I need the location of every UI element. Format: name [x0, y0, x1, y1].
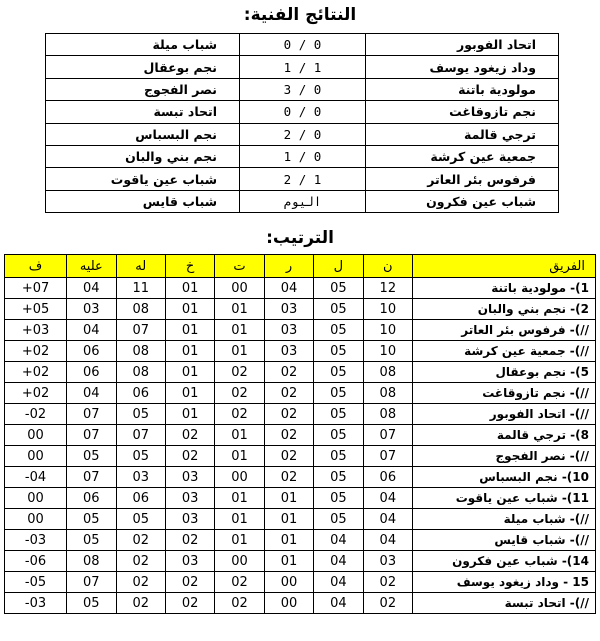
result-row	[46, 190, 559, 212]
standings-team-cell: //)- اتحاد الفوبور	[413, 404, 596, 425]
standings-team-cell: //)- اتحاد تبسة	[413, 593, 596, 614]
standings-won-cell: 02	[264, 362, 313, 383]
standings-played-cell: 04	[314, 593, 363, 614]
standings-row	[5, 278, 596, 299]
home-team-cell: وداد زيغود يوسف	[366, 56, 559, 78]
standings-ga-cell: 08	[67, 551, 116, 572]
standings-row	[5, 551, 596, 572]
standings-header-row	[5, 255, 596, 278]
standings-played-cell: 05	[314, 278, 363, 299]
standings-gf-cell: 03	[116, 467, 165, 488]
standings-drawn-cell: 00	[215, 551, 264, 572]
standings-pts-cell: 02	[363, 572, 412, 593]
standings-pts-cell: 07	[363, 446, 412, 467]
standings-diff-cell: +02	[5, 341, 67, 362]
standings-row	[5, 488, 596, 509]
standings-diff-cell: +05	[5, 299, 67, 320]
standings-pts-cell: 12	[363, 278, 412, 299]
result-row	[46, 101, 559, 123]
score-cell: 0 / 0	[240, 34, 366, 56]
standings-gf-cell: 07	[116, 320, 165, 341]
standings-gf-cell: 08	[116, 299, 165, 320]
standings-lost-cell: 01	[165, 320, 214, 341]
standings-lost-cell: 03	[165, 551, 214, 572]
standings-played-cell: 05	[314, 320, 363, 341]
standings-ga-cell: 07	[67, 425, 116, 446]
home-team-cell: اتحاد الفوبور	[366, 34, 559, 56]
standings-played-cell: 04	[314, 530, 363, 551]
standings-team-cell: 5)- نجم بوعقال	[413, 362, 596, 383]
standings-lost-cell: 02	[165, 425, 214, 446]
standings-ga-cell: 06	[67, 362, 116, 383]
standings-team-cell: //)- نصر الفجوج	[413, 446, 596, 467]
standings-lost-cell: 02	[165, 446, 214, 467]
standings-won-cell: 01	[264, 551, 313, 572]
standings-diff-cell: -02	[5, 404, 67, 425]
standings-lost-cell: 01	[165, 341, 214, 362]
home-team-cell: نجم تازوقاغت	[366, 101, 559, 123]
standings-row	[5, 446, 596, 467]
standings-drawn-cell: 01	[215, 341, 264, 362]
standings-won-cell: 01	[264, 530, 313, 551]
standings-gf-cell: 11	[116, 278, 165, 299]
standings-pts-cell: 04	[363, 530, 412, 551]
header-played: ل	[314, 255, 363, 278]
standings-ga-cell: 04	[67, 278, 116, 299]
standings-row	[5, 404, 596, 425]
score-cell: 0 / 0	[240, 101, 366, 123]
standings-diff-cell: 00	[5, 425, 67, 446]
standings-won-cell: 02	[264, 404, 313, 425]
standings-row	[5, 593, 596, 614]
standings-played-cell: 05	[314, 404, 363, 425]
standings-pts-cell: 10	[363, 299, 412, 320]
score-cell: 1 / 1	[240, 56, 366, 78]
home-team-cell: جمعية عين كرشة	[366, 145, 559, 167]
standings-pts-cell: 06	[363, 467, 412, 488]
header-points: ن	[363, 255, 412, 278]
standings-drawn-cell: 01	[215, 488, 264, 509]
standings-pts-cell: 10	[363, 341, 412, 362]
standings-lost-cell: 01	[165, 299, 214, 320]
standings-pts-cell: 08	[363, 383, 412, 404]
standings-ga-cell: 04	[67, 383, 116, 404]
header-drawn: ت	[215, 255, 264, 278]
standings-ga-cell: 05	[67, 530, 116, 551]
home-team-cell: مولودية باتنة	[366, 78, 559, 100]
standings-team-cell: 14)- شباب عين فكرون	[413, 551, 596, 572]
standings-lost-cell: 01	[165, 362, 214, 383]
standings-gf-cell: 05	[116, 509, 165, 530]
standings-drawn-cell: 01	[215, 425, 264, 446]
standings-won-cell: 02	[264, 425, 313, 446]
standings-team-cell: //)- شباب قايس	[413, 530, 596, 551]
score-cell: 2 / 0	[240, 123, 366, 145]
away-team-cell: نجم بوعقال	[46, 56, 240, 78]
standings-row	[5, 341, 596, 362]
away-team-cell: نجم بني والبان	[46, 145, 240, 167]
standings-drawn-cell: 01	[215, 509, 264, 530]
standings-gf-cell: 02	[116, 530, 165, 551]
standings-lost-cell: 01	[165, 383, 214, 404]
standings-diff-cell: 00	[5, 446, 67, 467]
away-team-cell: اتحاد تبسة	[46, 101, 240, 123]
standings-diff-cell: -04	[5, 467, 67, 488]
standings-row	[5, 509, 596, 530]
standings-gf-cell: 05	[116, 446, 165, 467]
standings-gf-cell: 02	[116, 572, 165, 593]
standings-team-cell: 15 - وداد زيغود يوسف	[413, 572, 596, 593]
result-row	[46, 34, 559, 56]
standings-gf-cell: 06	[116, 488, 165, 509]
standings-ga-cell: 07	[67, 572, 116, 593]
standings-ga-cell: 03	[67, 299, 116, 320]
standings-played-cell: 05	[314, 341, 363, 362]
result-row	[46, 168, 559, 190]
standings-diff-cell: -03	[5, 530, 67, 551]
standings-diff-cell: -03	[5, 593, 67, 614]
standings-diff-cell: 00	[5, 488, 67, 509]
standings-pts-cell: 04	[363, 488, 412, 509]
standings-ga-cell: 06	[67, 488, 116, 509]
standings-drawn-cell: 02	[215, 404, 264, 425]
standings-pts-cell: 02	[363, 593, 412, 614]
standings-drawn-cell: 00	[215, 278, 264, 299]
standings-team-cell: 8)- ترجي قالمة	[413, 425, 596, 446]
score-cell: 3 / 0	[240, 78, 366, 100]
standings-ga-cell: 06	[67, 341, 116, 362]
standings-played-cell: 05	[314, 425, 363, 446]
standings-lost-cell: 03	[165, 509, 214, 530]
standings-won-cell: 02	[264, 446, 313, 467]
results-title: النتائج الفنية:	[243, 5, 357, 25]
standings-won-cell: 02	[264, 467, 313, 488]
standings-drawn-cell: 02	[215, 383, 264, 404]
standings-team-cell: 11)- شباب عين ياقوت	[413, 488, 596, 509]
standings-lost-cell: 03	[165, 467, 214, 488]
standings-title: الترتيب:	[266, 228, 334, 248]
score-cell: اليوم	[240, 190, 366, 212]
header-won: ر	[264, 255, 313, 278]
score-cell: 2 / 1	[240, 168, 366, 190]
standings-team-cell: 10)- نجم البسباس	[413, 467, 596, 488]
standings-ga-cell: 04	[67, 320, 116, 341]
standings-played-cell: 04	[314, 572, 363, 593]
away-team-cell: نصر الفجوج	[46, 78, 240, 100]
standings-lost-cell: 02	[165, 572, 214, 593]
home-team-cell: شباب عين فكرون	[366, 190, 559, 212]
standings-drawn-cell: 01	[215, 446, 264, 467]
header-goals-for: له	[116, 255, 165, 278]
standings-played-cell: 05	[314, 299, 363, 320]
standings-ga-cell: 05	[67, 446, 116, 467]
standings-row	[5, 530, 596, 551]
standings-played-cell: 05	[314, 488, 363, 509]
standings-team-cell: //)- نجم تازوقاغت	[413, 383, 596, 404]
standings-drawn-cell: 01	[215, 530, 264, 551]
standings-pts-cell: 03	[363, 551, 412, 572]
away-team-cell: نجم البسباس	[46, 123, 240, 145]
standings-played-cell: 05	[314, 383, 363, 404]
standings-pts-cell: 07	[363, 425, 412, 446]
result-row	[46, 78, 559, 100]
standings-row	[5, 362, 596, 383]
standings-pts-cell: 10	[363, 320, 412, 341]
standings-team-cell: //)- شباب ميلة	[413, 509, 596, 530]
results-table	[45, 33, 559, 213]
standings-played-cell: 04	[314, 551, 363, 572]
home-team-cell: فرفوس بئر العاتر	[366, 168, 559, 190]
header-team: الفريق	[413, 255, 596, 278]
standings-row	[5, 572, 596, 593]
standings-pts-cell: 08	[363, 404, 412, 425]
standings-won-cell: 03	[264, 299, 313, 320]
standings-row	[5, 320, 596, 341]
standings-drawn-cell: 01	[215, 320, 264, 341]
away-team-cell: شباب قايس	[46, 190, 240, 212]
standings-diff-cell: +02	[5, 362, 67, 383]
standings-gf-cell: 07	[116, 425, 165, 446]
standings-won-cell: 04	[264, 278, 313, 299]
standings-row	[5, 299, 596, 320]
score-cell: 1 / 0	[240, 145, 366, 167]
standings-drawn-cell: 00	[215, 467, 264, 488]
standings-pts-cell: 08	[363, 362, 412, 383]
standings-gf-cell: 08	[116, 362, 165, 383]
standings-team-cell: 1)- مولودية باتنة	[413, 278, 596, 299]
standings-drawn-cell: 02	[215, 572, 264, 593]
standings-diff-cell: +02	[5, 383, 67, 404]
header-goals-against: عليه	[67, 255, 116, 278]
result-row	[46, 123, 559, 145]
standings-won-cell: 00	[264, 593, 313, 614]
standings-won-cell: 02	[264, 383, 313, 404]
standings-won-cell: 00	[264, 572, 313, 593]
standings-lost-cell: 02	[165, 593, 214, 614]
standings-lost-cell: 03	[165, 488, 214, 509]
standings-played-cell: 05	[314, 362, 363, 383]
standings-drawn-cell: 01	[215, 299, 264, 320]
standings-team-cell: //)- فرفوس بئر العاتر	[413, 320, 596, 341]
standings-row	[5, 425, 596, 446]
away-team-cell: شباب ميلة	[46, 34, 240, 56]
home-team-cell: ترجي قالمة	[366, 123, 559, 145]
standings-drawn-cell: 02	[215, 362, 264, 383]
standings-gf-cell: 05	[116, 404, 165, 425]
standings-won-cell: 03	[264, 341, 313, 362]
standings-diff-cell: +07	[5, 278, 67, 299]
result-row	[46, 145, 559, 167]
header-lost: خ	[165, 255, 214, 278]
standings-diff-cell: -06	[5, 551, 67, 572]
standings-team-cell: //)- جمعية عين كرشة	[413, 341, 596, 362]
standings-diff-cell: +03	[5, 320, 67, 341]
standings-gf-cell: 02	[116, 551, 165, 572]
standings-gf-cell: 08	[116, 341, 165, 362]
standings-drawn-cell: 02	[215, 593, 264, 614]
standings-won-cell: 01	[264, 509, 313, 530]
standings-ga-cell: 07	[67, 467, 116, 488]
standings-ga-cell: 07	[67, 404, 116, 425]
standings-played-cell: 05	[314, 446, 363, 467]
standings-table	[4, 254, 596, 614]
standings-won-cell: 03	[264, 320, 313, 341]
standings-played-cell: 05	[314, 467, 363, 488]
standings-team-cell: 2)- نجم بني والبان	[413, 299, 596, 320]
standings-lost-cell: 01	[165, 404, 214, 425]
standings-ga-cell: 05	[67, 509, 116, 530]
standings-gf-cell: 06	[116, 383, 165, 404]
standings-lost-cell: 01	[165, 278, 214, 299]
standings-lost-cell: 02	[165, 530, 214, 551]
standings-row	[5, 467, 596, 488]
header-goal-diff: ف	[5, 255, 67, 278]
standings-ga-cell: 05	[67, 593, 116, 614]
standings-won-cell: 01	[264, 488, 313, 509]
standings-diff-cell: -05	[5, 572, 67, 593]
standings-pts-cell: 04	[363, 509, 412, 530]
away-team-cell: شباب عين ياقوت	[46, 168, 240, 190]
standings-row	[5, 383, 596, 404]
standings-diff-cell: 00	[5, 509, 67, 530]
standings-gf-cell: 02	[116, 593, 165, 614]
result-row	[46, 56, 559, 78]
standings-played-cell: 05	[314, 509, 363, 530]
